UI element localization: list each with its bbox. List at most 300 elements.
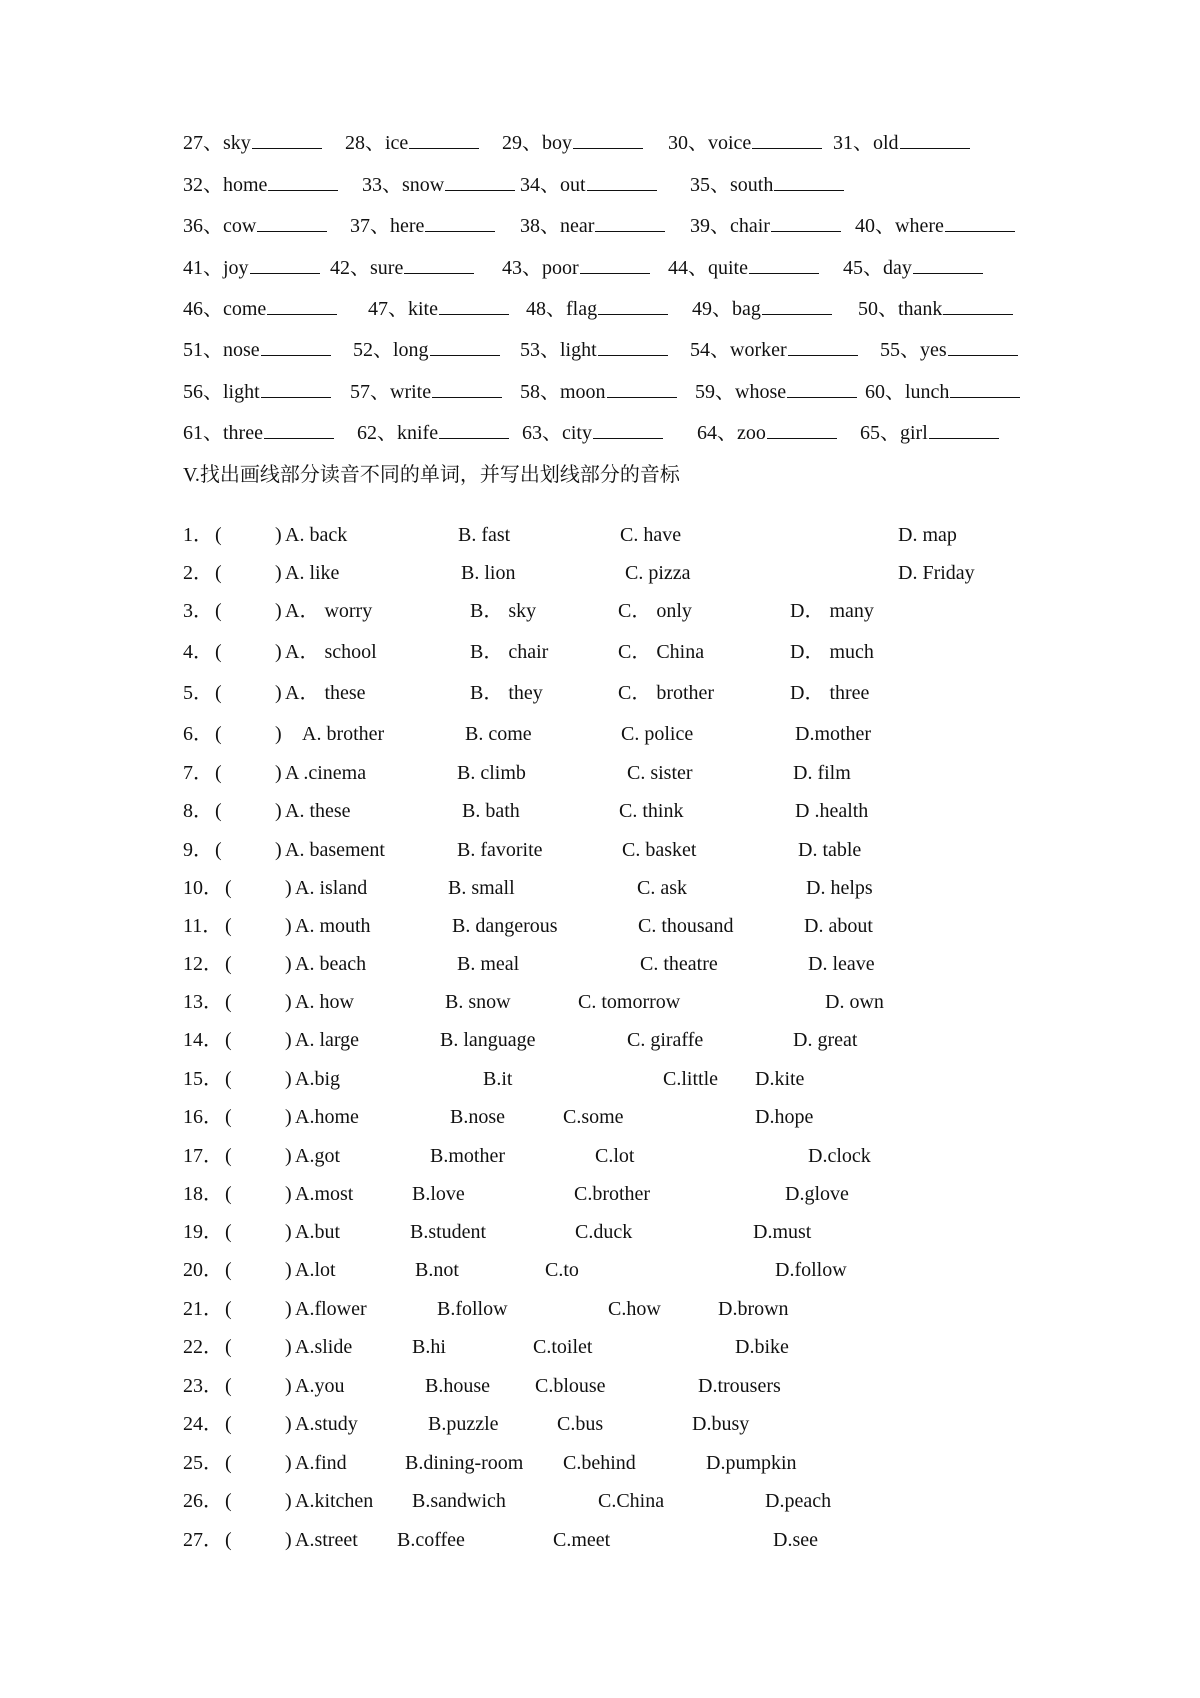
fill-item [520, 332, 668, 368]
answer-blank[interactable] [595, 213, 665, 232]
fill-word: 49、bag [692, 298, 761, 320]
answer-blank[interactable] [598, 296, 668, 315]
fill-item [668, 125, 822, 161]
answer-blank[interactable] [404, 255, 474, 274]
answer-paren-close: ) [285, 1029, 292, 1051]
answer-paren-open[interactable]: ( [215, 524, 222, 546]
question-row [0, 517, 1200, 553]
fill-word: 43、poor [502, 257, 579, 279]
question-row [0, 1099, 1200, 1135]
question-number: 12． [183, 953, 223, 975]
answer-paren-close: ) [275, 723, 282, 745]
answer-blank[interactable] [774, 172, 844, 191]
option-c: C. sister [627, 762, 693, 784]
fill-item [183, 167, 338, 203]
option-b: B． chair [470, 641, 549, 663]
answer-blank[interactable] [767, 420, 837, 439]
answer-paren-open[interactable]: ( [225, 1529, 232, 1551]
fill-word: 28、ice [345, 132, 409, 154]
option-d: D .health [795, 800, 869, 822]
option-a: A.kitchen [295, 1490, 374, 1512]
answer-paren-open[interactable]: ( [215, 762, 222, 784]
answer-paren-open[interactable]: ( [215, 800, 222, 822]
answer-paren-open[interactable]: ( [225, 1183, 232, 1205]
fill-word: 31、old [833, 132, 899, 154]
option-d: D. map [898, 524, 957, 546]
answer-paren-close: ) [285, 1529, 292, 1551]
option-b: B.mother [430, 1145, 505, 1167]
option-a: A． these [285, 682, 366, 704]
answer-blank[interactable] [268, 172, 338, 191]
answer-blank[interactable] [250, 255, 320, 274]
question-row [0, 946, 1200, 982]
option-d: D. about [804, 915, 873, 937]
option-d: D.brown [718, 1298, 789, 1320]
fill-item [183, 208, 327, 244]
option-d: D． three [790, 682, 870, 704]
option-a: A.big [295, 1068, 340, 1090]
fill-item [183, 374, 331, 410]
option-a: A.got [295, 1145, 340, 1167]
fill-word: 56、light [183, 381, 260, 403]
fill-item [183, 332, 331, 368]
option-b: B． sky [470, 600, 537, 622]
answer-blank[interactable] [913, 255, 983, 274]
option-c: C. pizza [625, 562, 691, 584]
option-b: B.house [425, 1375, 490, 1397]
fill-word: 57、write [350, 381, 432, 403]
fill-item [368, 291, 509, 327]
option-c: C． only [618, 600, 692, 622]
fill-word: 39、chair [690, 215, 770, 237]
option-b: B. favorite [457, 839, 543, 861]
question-row [0, 755, 1200, 791]
fill-word: 53、light [520, 339, 597, 361]
fill-item [843, 250, 983, 286]
answer-blank[interactable] [950, 379, 1020, 398]
option-b: B. bath [462, 800, 520, 822]
answer-blank[interactable] [439, 420, 509, 439]
option-b: B.it [483, 1068, 513, 1090]
option-d: D.peach [765, 1490, 832, 1512]
option-c: C． brother [618, 682, 715, 704]
option-c: C.how [608, 1298, 661, 1320]
fill-word: 63、city [522, 422, 592, 444]
option-c: C.duck [575, 1221, 633, 1243]
answer-blank[interactable] [948, 337, 1018, 356]
question-number: 5． [183, 682, 213, 704]
option-b: B.sandwich [412, 1490, 506, 1512]
question-number: 2． [183, 562, 213, 584]
fill-item [183, 415, 334, 451]
fill-item [860, 415, 999, 451]
answer-paren-open[interactable]: ( [225, 1106, 232, 1128]
option-c: C.some [563, 1106, 624, 1128]
answer-blank[interactable] [445, 172, 515, 191]
fill-word: 29、boy [502, 132, 572, 154]
option-d: D.hope [755, 1106, 814, 1128]
option-d: D.mother [795, 723, 872, 745]
option-a: A. how [295, 991, 354, 1013]
section-title: V.找出画线部分读音不同的单词，并写出划线部分的音标 [183, 464, 680, 486]
answer-blank[interactable] [788, 337, 858, 356]
question-number: 9． [183, 839, 213, 861]
fill-item [690, 332, 858, 368]
option-d: D.must [753, 1221, 812, 1243]
question-number: 19． [183, 1221, 223, 1243]
option-d: D.follow [775, 1259, 847, 1281]
option-a: A.but [295, 1221, 340, 1243]
fill-word: 46、come [183, 298, 267, 320]
fill-word: 36、cow [183, 215, 257, 237]
option-b: B. snow [445, 991, 511, 1013]
answer-paren-open[interactable]: ( [225, 991, 232, 1013]
fill-word: 62、knife [357, 422, 439, 444]
question-row [0, 1406, 1200, 1442]
answer-paren-open[interactable]: ( [215, 723, 222, 745]
fill-item [183, 291, 337, 327]
question-row [0, 793, 1200, 829]
option-c: C. ask [637, 877, 687, 899]
fill-word: 55、yes [880, 339, 947, 361]
answer-paren-close: ) [285, 991, 292, 1013]
fill-item [690, 208, 841, 244]
answer-paren-open[interactable]: ( [215, 839, 222, 861]
answer-paren-open[interactable]: ( [225, 1452, 232, 1474]
question-row [0, 1483, 1200, 1519]
question-number: 6． [183, 723, 213, 745]
fill-word: 64、zoo [697, 422, 766, 444]
answer-paren-close: ) [285, 1259, 292, 1281]
fill-item [357, 415, 509, 451]
answer-paren-open[interactable]: ( [225, 953, 232, 975]
option-c: C. police [621, 723, 694, 745]
answer-blank[interactable] [580, 255, 650, 274]
option-c: C.meet [553, 1529, 611, 1551]
answer-blank[interactable] [771, 213, 841, 232]
answer-paren-close: ) [285, 1106, 292, 1128]
fill-word: 30、voice [668, 132, 752, 154]
answer-blank[interactable] [430, 337, 500, 356]
option-c: C.little [663, 1068, 718, 1090]
question-row [0, 1176, 1200, 1212]
fill-word: 47、kite [368, 298, 438, 320]
option-d: D. Friday [898, 562, 975, 584]
answer-blank[interactable] [439, 296, 509, 315]
answer-blank[interactable] [900, 130, 970, 149]
answer-paren-close: ) [285, 915, 292, 937]
answer-paren-open[interactable]: ( [225, 1298, 232, 1320]
fill-item [858, 291, 1013, 327]
option-d: D.trousers [698, 1375, 781, 1397]
question-row [0, 675, 1200, 711]
option-b: B. language [440, 1029, 536, 1051]
fill-word: 48、flag [526, 298, 598, 320]
question-row [0, 1138, 1200, 1174]
option-a: A． school [285, 641, 377, 663]
option-b: B.coffee [397, 1529, 465, 1551]
question-number: 3． [183, 600, 213, 622]
option-d: D. leave [808, 953, 875, 975]
question-row [0, 870, 1200, 906]
answer-blank[interactable] [409, 130, 479, 149]
answer-paren-close: ) [275, 839, 282, 861]
answer-blank[interactable] [252, 130, 322, 149]
answer-blank[interactable] [762, 296, 832, 315]
question-number: 27． [183, 1529, 223, 1551]
fill-word: 61、three [183, 422, 263, 444]
answer-blank[interactable] [257, 213, 327, 232]
answer-paren-close: ) [275, 562, 282, 584]
option-d: D. great [793, 1029, 858, 1051]
answer-blank[interactable] [749, 255, 819, 274]
option-c: C. thousand [638, 915, 734, 937]
question-row [0, 1329, 1200, 1365]
option-b: B. dangerous [452, 915, 558, 937]
answer-paren-open[interactable]: ( [225, 915, 232, 937]
answer-paren-close: ) [285, 1145, 292, 1167]
question-number: 21． [183, 1298, 223, 1320]
option-c: C． China [618, 641, 705, 663]
question-row [0, 1252, 1200, 1288]
answer-blank[interactable] [267, 296, 337, 315]
answer-paren-open[interactable]: ( [225, 1221, 232, 1243]
answer-blank[interactable] [598, 337, 668, 356]
answer-paren-open[interactable]: ( [225, 1413, 232, 1435]
question-number: 16． [183, 1106, 223, 1128]
answer-paren-close: ) [275, 762, 282, 784]
answer-paren-close: ) [285, 953, 292, 975]
fill-item [353, 332, 500, 368]
question-number: 11． [183, 915, 223, 937]
question-number: 1． [183, 524, 213, 546]
option-d: D. own [825, 991, 884, 1013]
answer-blank[interactable] [787, 379, 857, 398]
option-a: A. brother [302, 723, 385, 745]
fill-row [0, 332, 1200, 368]
option-c: C. tomorrow [578, 991, 681, 1013]
fill-word: 40、where [855, 215, 944, 237]
question-row [0, 1022, 1200, 1058]
option-b: B.puzzle [428, 1413, 499, 1435]
option-c: C.behind [563, 1452, 636, 1474]
option-d: D.kite [755, 1068, 805, 1090]
question-number: 25． [183, 1452, 223, 1474]
answer-blank[interactable] [587, 172, 657, 191]
option-b: B.follow [437, 1298, 508, 1320]
answer-paren-open[interactable]: ( [225, 1145, 232, 1167]
question-number: 14． [183, 1029, 223, 1051]
answer-blank[interactable] [929, 420, 999, 439]
fill-word: 51、nose [183, 339, 260, 361]
fill-item [520, 208, 665, 244]
fill-word: 38、near [520, 215, 595, 237]
option-c: C. have [620, 524, 682, 546]
option-c: C. theatre [640, 953, 718, 975]
answer-blank[interactable] [261, 379, 331, 398]
option-c: C. think [619, 800, 684, 822]
fill-row [0, 250, 1200, 286]
option-d: D.see [773, 1529, 818, 1551]
option-b: B.hi [412, 1336, 446, 1358]
fill-row [0, 125, 1200, 161]
question-row [0, 593, 1200, 629]
answer-paren-open[interactable]: ( [225, 1068, 232, 1090]
question-number: 23． [183, 1375, 223, 1397]
answer-blank[interactable] [432, 379, 502, 398]
option-c: C.China [598, 1490, 665, 1512]
question-row [0, 555, 1200, 591]
option-a: A. large [295, 1029, 360, 1051]
answer-paren-close: ) [275, 524, 282, 546]
answer-paren-open[interactable]: ( [225, 1336, 232, 1358]
option-a: A. basement [285, 839, 385, 861]
question-row [0, 1214, 1200, 1250]
question-number: 22． [183, 1336, 223, 1358]
answer-blank[interactable] [943, 296, 1013, 315]
option-a: A.home [295, 1106, 359, 1128]
fill-word: 41、joy [183, 257, 249, 279]
option-d: D. helps [806, 877, 873, 899]
question-number: 18． [183, 1183, 223, 1205]
fill-item [330, 250, 474, 286]
option-b: B.student [410, 1221, 487, 1243]
question-number: 24． [183, 1413, 223, 1435]
fill-item [522, 415, 663, 451]
fill-row [0, 291, 1200, 327]
option-a: A.find [295, 1452, 347, 1474]
answer-blank[interactable] [264, 420, 334, 439]
option-d: D. table [798, 839, 862, 861]
answer-paren-close: ) [285, 1490, 292, 1512]
option-d: D.bike [735, 1336, 789, 1358]
fill-word: 32、home [183, 174, 268, 196]
fill-item [526, 291, 668, 327]
question-row [0, 984, 1200, 1020]
answer-blank[interactable] [261, 337, 331, 356]
fill-word: 45、day [843, 257, 912, 279]
answer-blank[interactable] [607, 379, 677, 398]
answer-paren-open[interactable]: ( [215, 641, 222, 663]
answer-paren-open[interactable]: ( [225, 1375, 232, 1397]
question-number: 15． [183, 1068, 223, 1090]
option-a: A. these [285, 800, 351, 822]
fill-word: 58、moon [520, 381, 606, 403]
question-number: 26． [183, 1490, 223, 1512]
fill-item [350, 374, 502, 410]
option-d: D.glove [785, 1183, 849, 1205]
fill-row [0, 374, 1200, 410]
answer-paren-close: ) [285, 877, 292, 899]
option-c: C. basket [622, 839, 697, 861]
answer-paren-open[interactable]: ( [225, 1029, 232, 1051]
fill-item [345, 125, 479, 161]
question-row [0, 908, 1200, 944]
question-row [0, 716, 1200, 752]
option-b: B. meal [457, 953, 520, 975]
answer-paren-close: ) [285, 1413, 292, 1435]
fill-item [350, 208, 495, 244]
fill-word: 35、south [690, 174, 774, 196]
option-b: B. small [448, 877, 515, 899]
option-a: A.study [295, 1413, 358, 1435]
fill-word: 33、snow [362, 174, 445, 196]
option-c: C.brother [574, 1183, 651, 1205]
question-row [0, 1368, 1200, 1404]
fill-word: 34、out [520, 174, 586, 196]
answer-paren-open[interactable]: ( [215, 600, 222, 622]
fill-row [0, 167, 1200, 203]
option-c: C. giraffe [627, 1029, 704, 1051]
answer-blank[interactable] [425, 213, 495, 232]
fill-item [183, 125, 322, 161]
question-row [0, 634, 1200, 670]
question-row [0, 1291, 1200, 1327]
fill-word: 50、thank [858, 298, 943, 320]
option-a: A.flower [295, 1298, 367, 1320]
answer-blank[interactable] [593, 420, 663, 439]
answer-paren-close: ) [285, 1298, 292, 1320]
fill-row [0, 208, 1200, 244]
answer-paren-close: ) [285, 1375, 292, 1397]
option-a: A. island [295, 877, 368, 899]
option-c: C.toilet [533, 1336, 593, 1358]
option-b: B.not [415, 1259, 459, 1281]
option-b: B. come [465, 723, 532, 745]
fill-item [502, 125, 643, 161]
option-a: A.most [295, 1183, 354, 1205]
answer-paren-open[interactable]: ( [215, 682, 222, 704]
question-row [0, 1445, 1200, 1481]
answer-blank[interactable] [573, 130, 643, 149]
fill-item [520, 374, 677, 410]
fill-item [668, 250, 819, 286]
option-b: B． they [470, 682, 543, 704]
option-a: A. like [285, 562, 340, 584]
answer-blank[interactable] [752, 130, 822, 149]
fill-item [833, 125, 970, 161]
answer-paren-open[interactable]: ( [225, 877, 232, 899]
option-d: D.pumpkin [706, 1452, 797, 1474]
option-a: A. beach [295, 953, 367, 975]
answer-paren-open[interactable]: ( [215, 562, 222, 584]
question-number: 13． [183, 991, 223, 1013]
option-d: D． many [790, 600, 874, 622]
fill-word: 42、sure [330, 257, 404, 279]
option-d: D.busy [692, 1413, 750, 1435]
option-a: A. back [285, 524, 348, 546]
answer-paren-open[interactable]: ( [225, 1259, 232, 1281]
fill-item [697, 415, 837, 451]
question-row [0, 1061, 1200, 1097]
option-a: A.you [295, 1375, 345, 1397]
answer-paren-open[interactable]: ( [225, 1490, 232, 1512]
answer-blank[interactable] [945, 213, 1015, 232]
question-number: 4． [183, 641, 213, 663]
fill-word: 37、here [350, 215, 425, 237]
option-b: B. lion [461, 562, 516, 584]
option-b: B.love [412, 1183, 465, 1205]
option-b: B. fast [458, 524, 511, 546]
question-row [0, 832, 1200, 868]
answer-paren-close: ) [285, 1452, 292, 1474]
option-a: A.lot [295, 1259, 336, 1281]
fill-item [880, 332, 1018, 368]
option-a: A. mouth [295, 915, 371, 937]
answer-paren-close: ) [285, 1068, 292, 1090]
option-b: B.dining-room [405, 1452, 524, 1474]
fill-item [183, 250, 320, 286]
